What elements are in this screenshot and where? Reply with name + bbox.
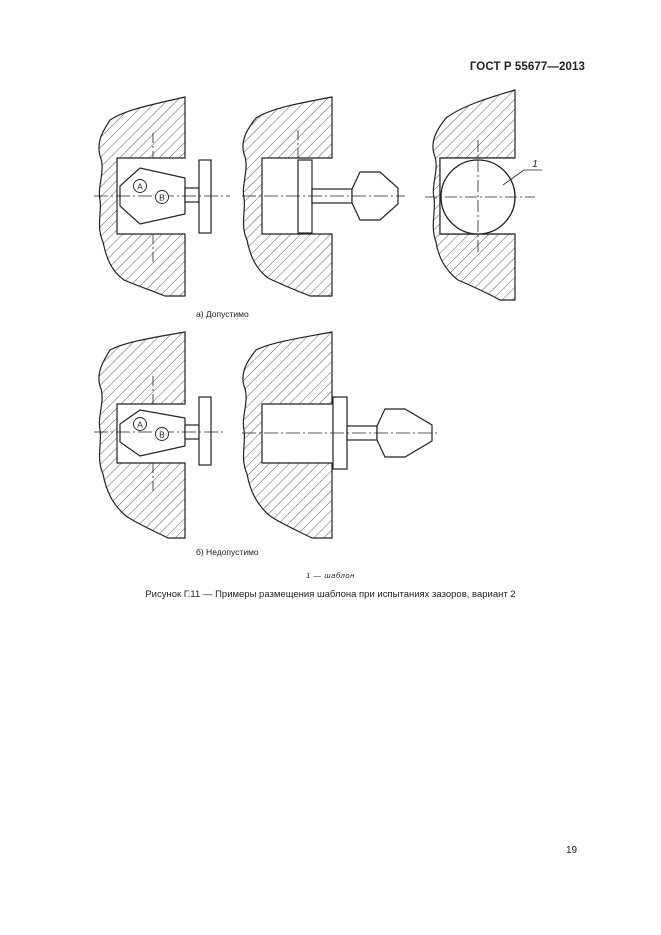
marker-b: B: [159, 192, 165, 203]
figure-title: Рисунок Г.11 — Примеры размещения шаблона при испытаниях зазоров, вариант 2: [145, 589, 516, 600]
caption-allowed: а) Допустимо: [196, 309, 249, 319]
marker-a: A: [137, 181, 143, 192]
panel-a2: [242, 97, 405, 296]
page-number: 19: [566, 845, 578, 856]
figure-legend: 1 — шаблон: [306, 571, 355, 580]
caption-not-allowed: б) Недопустимо: [196, 547, 259, 557]
marker-b-2: B: [159, 429, 165, 440]
panel-b2: [242, 332, 440, 538]
document-header: ГОСТ Р 55677—2013: [469, 61, 585, 73]
marker-a-2: A: [137, 419, 143, 430]
callout-number: 1: [532, 159, 538, 170]
panel-a3: [425, 90, 542, 300]
